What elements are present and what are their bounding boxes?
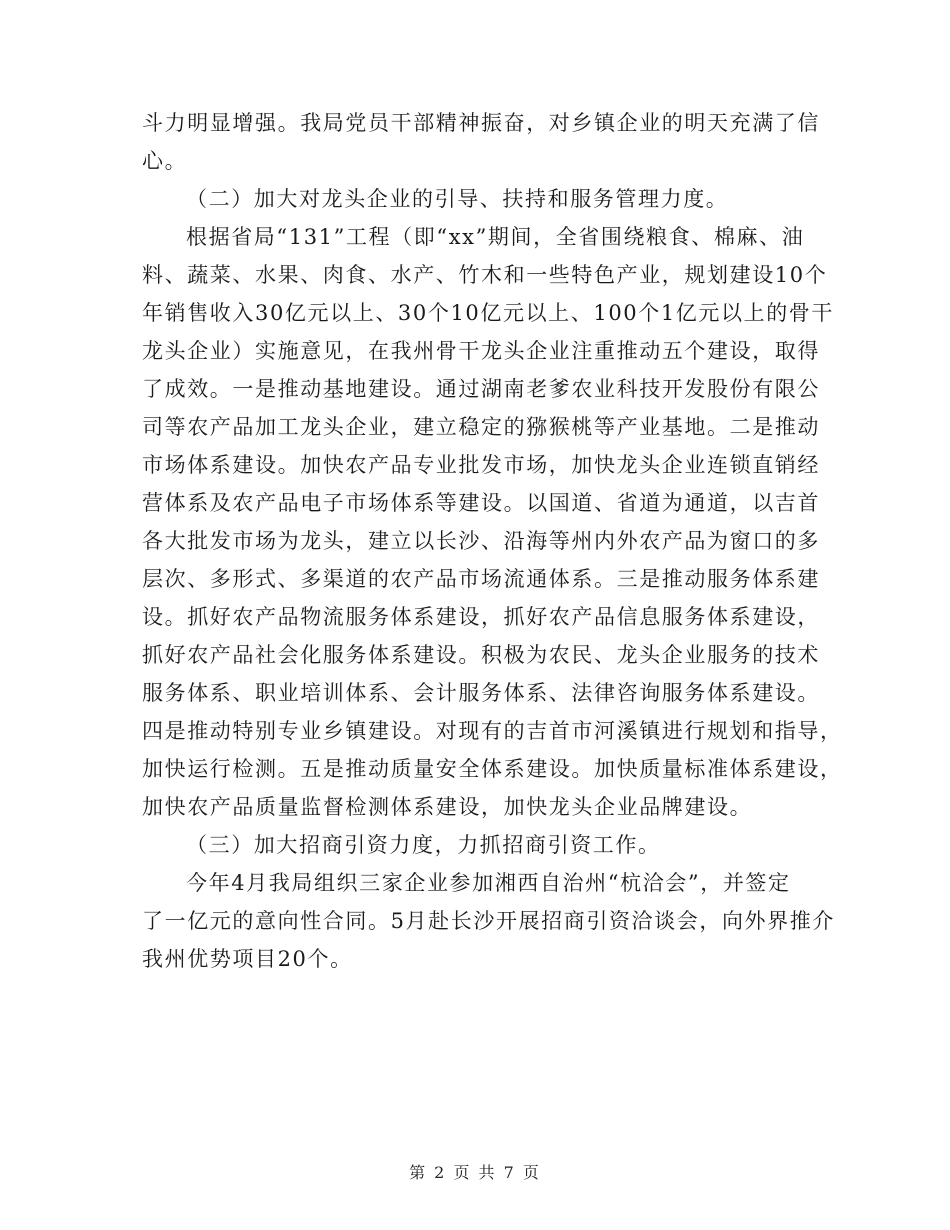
- text-line: 营体系及农产品电子市场体系等建设。以国道、省道为通道，以吉首: [142, 491, 820, 515]
- text-line: 年销售收入30亿元以上、30个10亿元以上、100个1亿元以上的骨干: [142, 301, 835, 325]
- text-line: 层次、多形式、多渠道的农产品市场流通体系。三是推动服务体系建: [142, 567, 820, 591]
- text-line: 今年4月我局组织三家企业参加湘西自治州“杭洽会”，并签定: [186, 871, 791, 895]
- text-line: 各大批发市场为龙头，建立以长沙、沿海等州内外农产品为窗口的多: [142, 529, 820, 553]
- text-line: 市场体系建设。加快农产品专业批发市场，加快龙头企业连锁直销经: [142, 453, 820, 477]
- text-line: 加快农产品质量监督检测体系建设，加快龙头企业品牌建设。: [142, 795, 753, 819]
- page-number-footer: 第 2 页 共 7 页: [409, 1163, 541, 1182]
- text-line: 设。抓好农产品物流服务体系建设，抓好农产品信息服务体系建设，: [142, 605, 820, 629]
- text-line: 司等农产品加工龙头企业，建立稳定的猕猴桃等产业基地。二是推动: [142, 415, 820, 439]
- document-body: [142, 104, 843, 978]
- text-line: 根据省局“131”工程（即“xx”期间，全省围绕粮食、棉麻、油: [186, 225, 805, 249]
- text-line: 斗力明显增强。我局党员干部精神振奋，对乡镇企业的明天充满了信: [142, 111, 820, 135]
- text-line: 了一亿元的意向性合同。5月赴长沙开展招商引资洽谈会，向外界推介: [142, 909, 835, 933]
- text-line: 我州优势项目20个。: [142, 947, 353, 971]
- text-line: 四是推动特别专业乡镇建设。对现有的吉首市河溪镇进行规划和指导，: [142, 719, 843, 743]
- text-line: 龙头企业）实施意见，在我州骨干龙头企业注重推动五个建设，取得: [142, 339, 820, 363]
- text-line: 抓好农产品社会化服务体系建设。积极为农民、龙头企业服务的技术: [142, 643, 820, 667]
- section-heading: （二）加大对龙头企业的引导、扶持和服务管理力度。: [186, 187, 729, 211]
- text-line: 料、蔬菜、水果、肉食、水产、竹木和一些特色产业，规划建设10个: [142, 263, 828, 287]
- text-line: 心。: [142, 149, 188, 173]
- text-line: 了成效。一是推动基地建设。通过湖南老爹农业科技开发股份有限公: [142, 377, 820, 401]
- text-line: 服务体系、职业培训体系、会计服务体系、法律咨询服务体系建设。: [142, 681, 820, 705]
- section-heading: （三）加大招商引资力度，力抓招商引资工作。: [186, 833, 661, 857]
- text-line: 加快运行检测。五是推动质量安全体系建设。加快质量标准体系建设，: [142, 757, 843, 781]
